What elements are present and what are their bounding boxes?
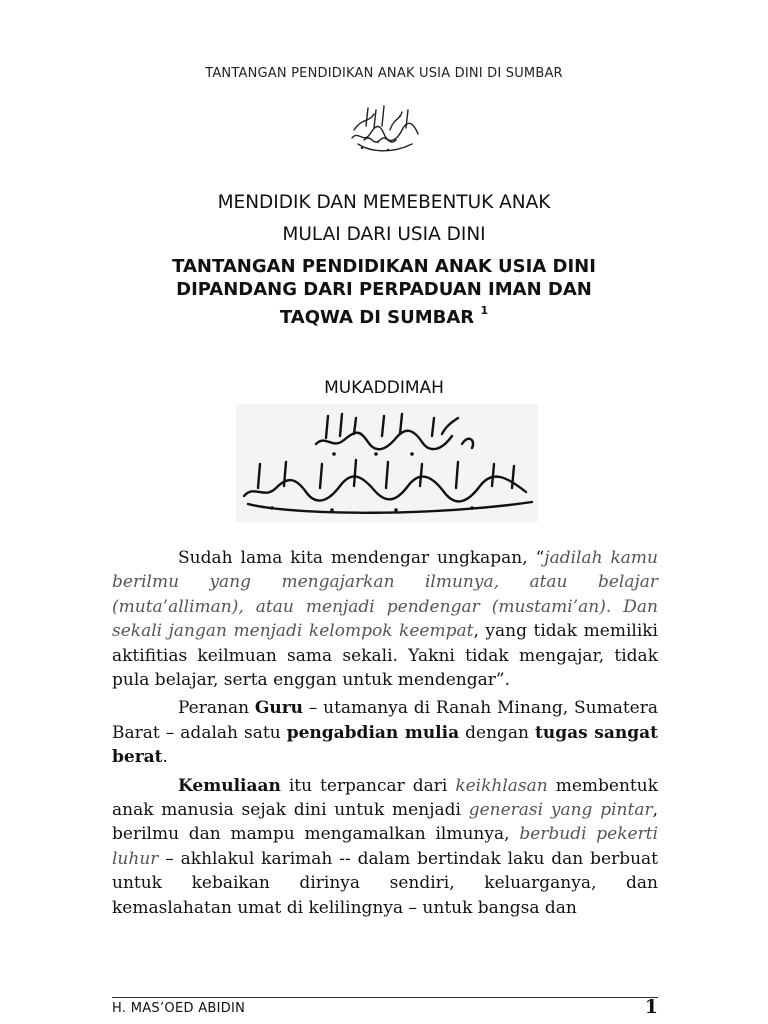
p2-bold-guru: Guru bbox=[254, 698, 304, 719]
document-title-line2: MULAI DARI USIA DINI bbox=[282, 224, 486, 245]
p3-text-mid2: , berilmu dan mampu mengamalkan ilmunya, bbox=[112, 800, 658, 845]
p2-text-mid: – utamanya di Ranah Minang, Sumatera Barat – adalah satu bbox=[112, 698, 658, 743]
p1-text-end: , yang tidak memiliki aktifitias keilmuan sama sekali. Yakni tidak mengajar, tidak pula belajar, serta enggan untuk mendengar”. bbox=[112, 621, 658, 691]
paragraph-1 bbox=[112, 546, 658, 692]
p3-italic-keikhlasan: keikhlasan bbox=[455, 775, 548, 796]
footer-divider bbox=[112, 997, 658, 998]
p3-text-mid: membentuk anak manusia sejak dini untuk menjadi bbox=[112, 775, 658, 821]
subtitle-line3 bbox=[110, 301, 658, 329]
hamdalah-calligraphy-icon bbox=[236, 404, 538, 522]
p3-italic-budi: berbudi pekerti luhur bbox=[112, 824, 659, 869]
subtitle-line1: TANTANGAN PENDIDIKAN ANAK USIA DINI bbox=[172, 256, 596, 277]
document-title-line1: MENDIDIK DAN MEMEBENTUK ANAK bbox=[217, 192, 551, 213]
p3-text: itu terpancar dari bbox=[280, 775, 456, 796]
footer-author: H. MAS’OED ABIDIN bbox=[112, 1001, 246, 1016]
p2-text: Peranan bbox=[178, 698, 255, 719]
p3-italic-generasi: generasi yang pintar bbox=[468, 800, 653, 821]
paragraph-2 bbox=[112, 696, 658, 769]
body-text bbox=[112, 546, 658, 924]
page-number: 1 bbox=[644, 996, 658, 1018]
p1-text: Sudah lama kita mendengar ungkapan, “ bbox=[178, 548, 545, 568]
paragraph-3 bbox=[112, 774, 658, 920]
subtitle-line2: DIPANDANG DARI PERPADUAN IMAN DAN bbox=[176, 279, 592, 300]
subtitle-line3-text: TAQWA DI SUMBAR bbox=[279, 307, 475, 328]
p2-text-dengan: dengan bbox=[459, 722, 536, 743]
p2-bold-tugas: tugas sangat berat bbox=[112, 722, 658, 768]
p2-bold-pengabdian: pengabdian mulia bbox=[286, 722, 460, 743]
p1-quote: jadilah kamu berilmu yang mengajarkan ilmunya, atau belajar (muta’alliman), atau menjadi pendengar (mustami’an). Dan sekali jangan menjadi kelompok keempat bbox=[112, 548, 658, 642]
p3-bold-kemuliaan: Kemuliaan bbox=[178, 775, 281, 796]
document-subtitle bbox=[110, 255, 658, 329]
bismillah-calligraphy-icon bbox=[344, 100, 424, 158]
running-header: TANTANGAN PENDIDIKAN ANAK USIA DINI DI SUMBAR bbox=[205, 66, 563, 81]
footnote-marker[interactable]: 1 bbox=[480, 304, 489, 317]
section-heading: MUKADDIMAH bbox=[324, 378, 444, 398]
p3-text-end: – akhlakul karimah -- dalam bertindak laku dan berbuat untuk kebaikan dirinya sendiri, keluarganya, dan kemaslahatan umat di kelilingnya – untuk bangsa dan bbox=[112, 848, 658, 918]
p2-text-end: . bbox=[162, 747, 168, 768]
